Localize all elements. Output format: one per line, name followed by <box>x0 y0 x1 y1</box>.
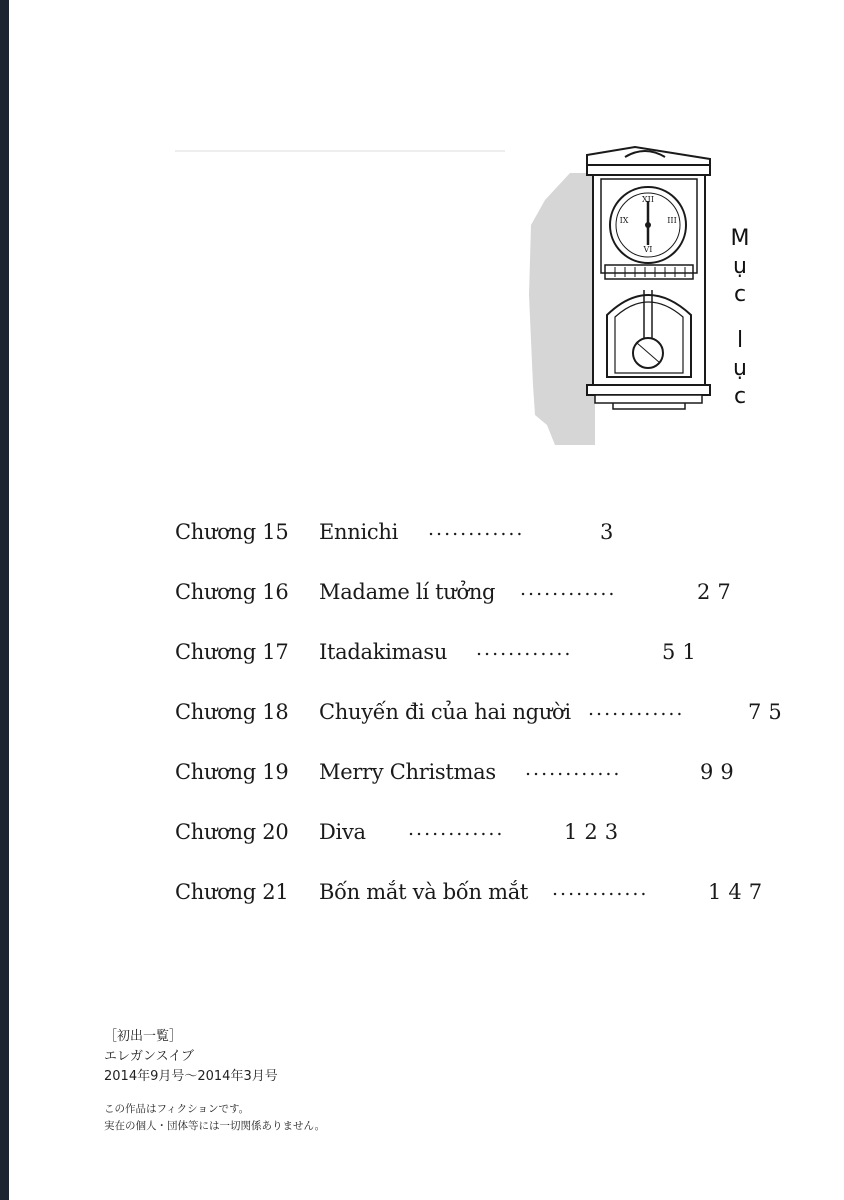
leader-dots: ............ <box>408 818 505 840</box>
page-number: 51 <box>662 640 703 664</box>
chapter-title: Merry Christmas <box>319 760 496 784</box>
chapter-title: Bốn mắt và bốn mắt <box>319 880 529 904</box>
issue-range: 2014年9月号～2014年3月号 <box>104 1069 278 1084</box>
leader-dots: ............ <box>552 878 649 900</box>
svg-text:IX: IX <box>619 216 629 225</box>
chapter-title: Itadakimasu <box>319 640 448 664</box>
magazine-name: エレガンスイブ <box>104 1049 194 1064</box>
first-appearance-heading: ［初出一覧］ <box>104 1029 183 1044</box>
toc-entry <box>0 520 844 554</box>
svg-text:XII: XII <box>641 195 655 204</box>
chapter-title: Chuyến đi của hai người <box>319 700 571 724</box>
toc-entry <box>0 880 844 914</box>
chapter-number: Chương 19 <box>175 760 289 784</box>
page-number: 27 <box>697 580 738 604</box>
toc-entry <box>0 760 844 794</box>
leader-dots: ............ <box>476 638 573 660</box>
page-number: 3 <box>600 520 621 544</box>
page-number: 99 <box>700 760 741 784</box>
leader-dots: ............ <box>428 518 525 540</box>
page-number: 147 <box>708 880 770 904</box>
page-number: 123 <box>564 820 626 844</box>
toc-entry <box>0 640 844 674</box>
leader-dots: ............ <box>520 578 617 600</box>
svg-text:VI: VI <box>643 245 653 254</box>
title-char: ụ <box>733 356 747 381</box>
fiction-notice: この作品はフィクションです。 <box>104 1103 250 1115</box>
toc-entry <box>0 820 844 854</box>
chapter-number: Chương 17 <box>175 640 289 664</box>
page-number: 75 <box>748 700 789 724</box>
leader-dots: ............ <box>525 758 622 780</box>
chapter-title: Diva <box>319 820 366 844</box>
publication-info <box>104 1027 325 1135</box>
chapter-number: Chương 20 <box>175 820 289 844</box>
chapter-number: Chương 15 <box>175 520 289 544</box>
title-char: ụ <box>733 254 747 279</box>
title-char: M <box>730 226 750 251</box>
title-char: l <box>736 328 744 353</box>
leader-dots: ............ <box>588 698 685 720</box>
chapter-number: Chương 16 <box>175 580 289 604</box>
chapter-title: Ennichi <box>319 520 398 544</box>
title-char: c <box>733 282 747 307</box>
title-char: c <box>733 384 747 409</box>
toc-entry <box>0 580 844 614</box>
chapter-number: Chương 18 <box>175 700 289 724</box>
chapter-number: Chương 21 <box>175 880 289 904</box>
toc-entry <box>0 700 844 734</box>
disclaimer: 実在の個人・団体等には一切関係ありません。 <box>104 1120 326 1132</box>
svg-text:III: III <box>667 216 677 225</box>
chapter-title: Madame lí tưởng <box>319 580 496 604</box>
